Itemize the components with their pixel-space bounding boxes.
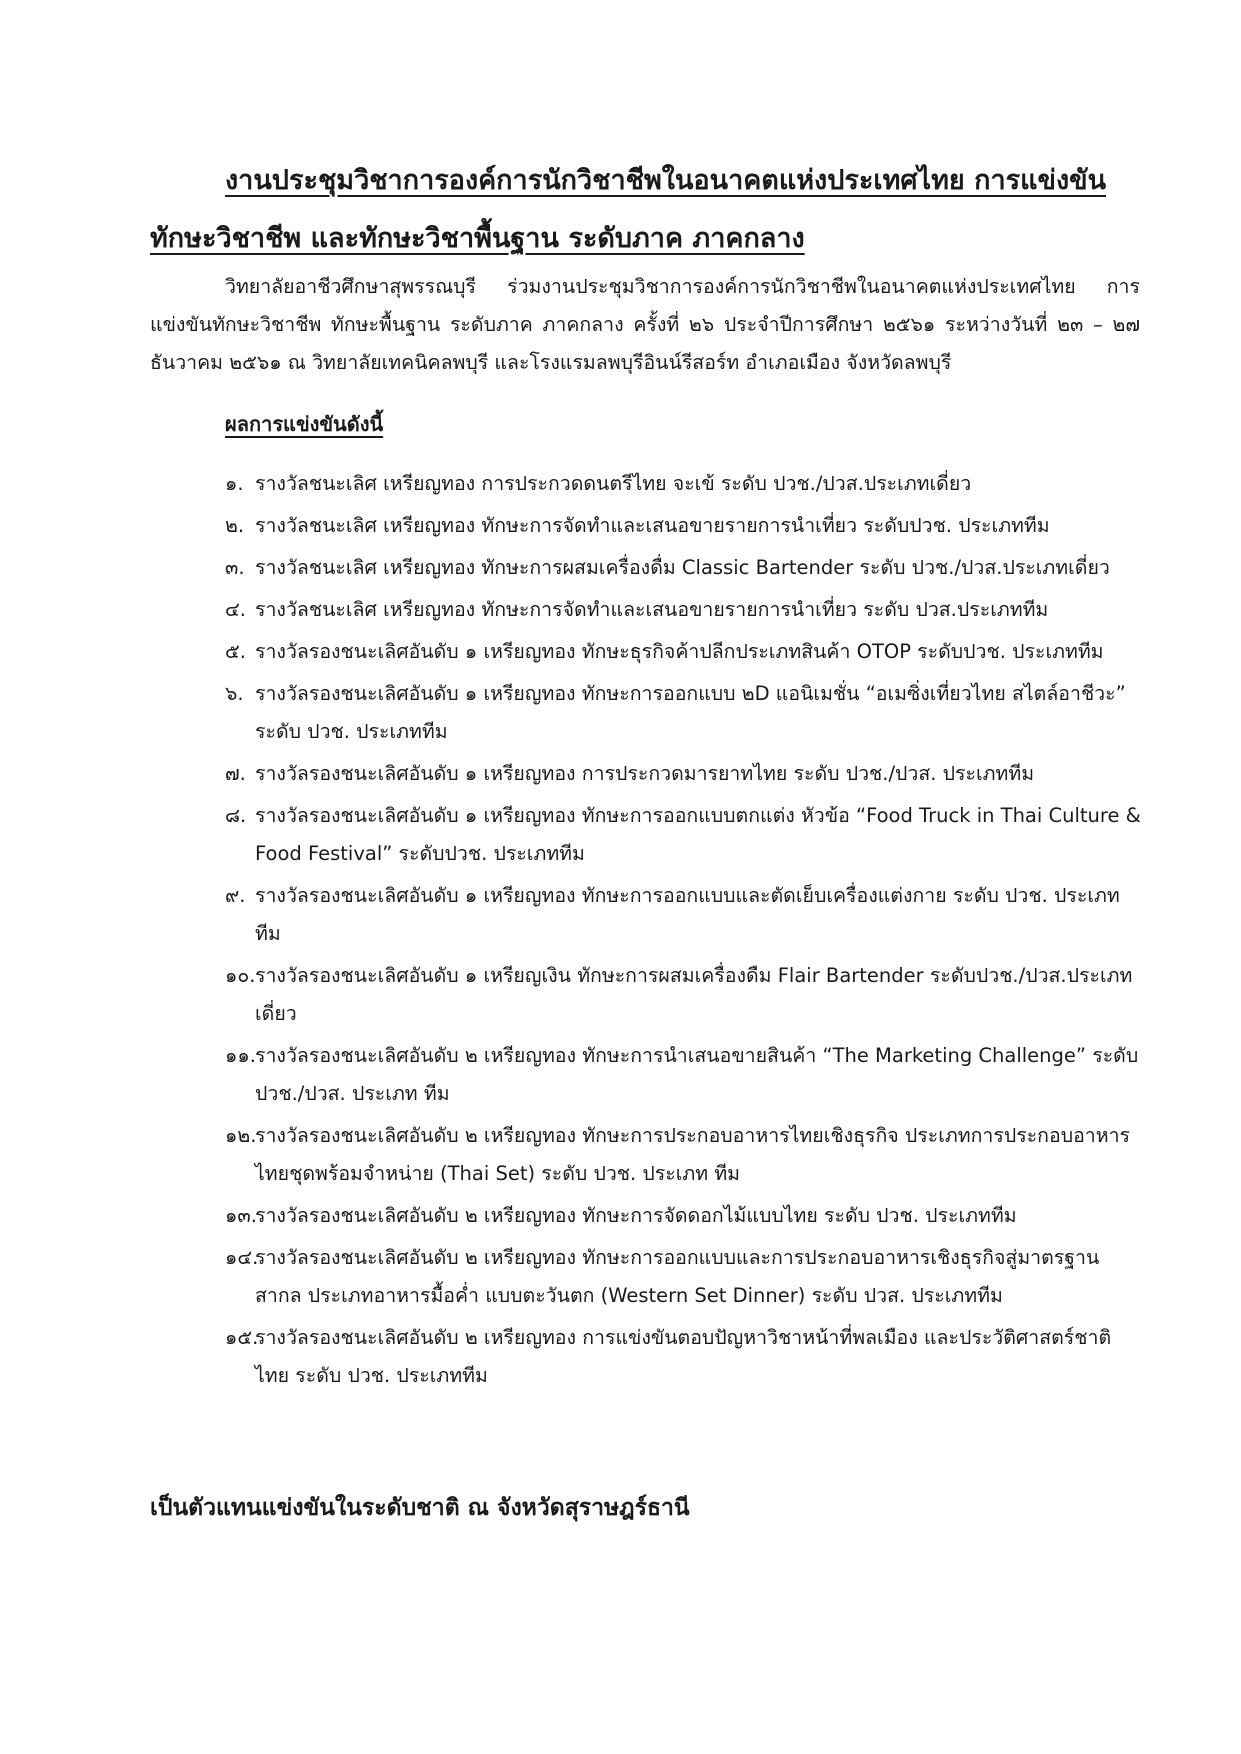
list-item-text: รางวัลรองชนะเลิศอันดับ ๒ เหรียญทอง ทักษะการออกแบบและการประกอบอาหารเชิงธุรกิจสู่มาตรฐานสากล ประเภทอาหารมื้อค่ำ แบบตะวันตก (Western Set Dinner) ระดับ ปวส. ประเภททีม: [255, 1246, 1100, 1307]
list-item-text: รางวัลรองชนะเลิศอันดับ ๑ เหรียญทอง ทักษะการออกแบบและตัดเย็บเครื่องแต่งกาย ระดับ ปวช. ประเภททีม: [255, 884, 1120, 945]
list-item-number: ๑๑.: [225, 1044, 256, 1067]
list-item-text: รางวัลรองชนะเลิศอันดับ ๑ เหรียญทอง ทักษะการออกแบบ ๒D แอนิเมชั่น “อเมซิ่งเที่ยวไทย สไตล์อาชีวะ” ระดับ ปวช. ประเภททีม: [255, 682, 1126, 743]
document-title: งานประชุมวิชาการองค์การนักวิชาชีพในอนาคตแห่งประเทศไทย การแข่งขันทักษะวิชาชีพ และทักษะวิชาพื้นฐาน ระดับภาค ภาคกลาง: [150, 165, 1107, 254]
list-item: [225, 957, 1145, 1033]
list-item: [225, 675, 1145, 751]
list-item-number: ๒.: [225, 514, 245, 537]
list-item-text: รางวัลรองชนะเลิศอันดับ ๒ เหรียญทอง ทักษะการจัดดอกไม้แบบไทย ระดับ ปวช. ประเภททีม: [255, 1204, 1017, 1227]
intro-paragraph: วิทยาลัยอาชีวศึกษาสุพรรณบุรี ร่วมงานประชุมวิชาการองค์การนักวิชาชีพในอนาคตแห่งประเทศไทย การแข่งขันทักษะวิชาชีพ ทักษะพื้นฐาน ระดับภาค ภาคกลาง ครั้งที่ ๒๖ ประจำปีการศึกษา ๒๕๖๑ ระหว่างวันที่ ๒๓ – ๒๗ ธันวาคม ๒๕๖๑ ณ วิทยาลัยเทคนิคลพบุรี และโรงแรมลพบุรีอินน์รีสอร์ท อำเภอเมือง จังหวัดลพบุรี: [150, 275, 1140, 374]
list-item: [225, 507, 1145, 545]
list-item: [225, 1037, 1145, 1113]
list-item-text: รางวัลรองชนะเลิศอันดับ ๑ เหรียญทอง การประกวดมารยาทไทย ระดับ ปวช./ปวส. ประเภททีม: [255, 762, 1035, 785]
list-item-number: ๕.: [225, 640, 246, 663]
list-item-number: ๘.: [225, 804, 247, 827]
list-item-number: ๑๐.: [225, 964, 256, 987]
list-item-text: รางวัลรองชนะเลิศอันดับ ๑ เหรียญทอง ทักษะการออกแบบตกแต่ง หัวข้อ “Food Truck in Thai Culture & Food Festival” ระดับปวช. ประเภททีม: [255, 804, 1141, 865]
list-item-text: รางวัลรองชนะเลิศอันดับ ๑ เหรียญทอง ทักษะธุรกิจค้าปลีกประเภทสินค้า OTOP ระดับปวช. ประเภททีม: [255, 640, 1104, 663]
list-item-text: รางวัลรองชนะเลิศอันดับ ๒ เหรียญทอง การแข่งขันตอบปัญหาวิชาหน้าที่พลเมือง และประวัติศาสตร์ชาติไทย ระดับ ปวช. ประเภททีม: [255, 1326, 1112, 1387]
list-item: [225, 1197, 1145, 1235]
list-item: [225, 797, 1145, 873]
list-item: [225, 877, 1145, 953]
list-item-number: ๑๓.: [225, 1204, 257, 1227]
list-item-number: ๑๕.: [225, 1326, 259, 1349]
list-item: [225, 633, 1145, 671]
list-item-text: รางวัลชนะเลิศ เหรียญทอง ทักษะการผสมเครื่องดื่ม Classic Bartender ระดับ ปวช./ปวส.ประเภทเดี่ยว: [255, 556, 1110, 579]
list-item: [225, 549, 1145, 587]
list-item: [225, 1117, 1145, 1193]
list-item-text: รางวัลชนะเลิศ เหรียญทอง ทักษะการจัดทำและเสนอขายรายการนำเที่ยว ระดับ ปวส.ประเภททีม: [255, 598, 1049, 621]
list-item: [225, 1319, 1145, 1395]
list-item-number: ๗.: [225, 762, 246, 785]
list-item-number: ๖.: [225, 682, 244, 705]
list-item-text: รางวัลรองชนะเลิศอันดับ ๑ เหรียญเงิน ทักษะการผสมเครื่องดืม Flair Bartender ระดับปวช./ปวส.ประเภทเดี่ยว: [255, 964, 1133, 1025]
list-item-number: ๓.: [225, 556, 245, 579]
list-item-number: ๑.: [225, 472, 244, 495]
list-item-number: ๑๒.: [225, 1124, 257, 1147]
awards-list: [225, 465, 1145, 1399]
list-item-text: รางวัลชนะเลิศ เหรียญทอง การประกวดดนตรีไทย จะเข้ ระดับ ปวช./ปวส.ประเภทเดี่ยว: [255, 472, 972, 495]
list-item: [225, 591, 1145, 629]
list-item-number: ๑๔.: [225, 1246, 259, 1269]
list-item-text: รางวัลชนะเลิศ เหรียญทอง ทักษะการจัดทำและเสนอขายรายการนำเที่ยว ระดับปวช. ประเภททีม: [255, 514, 1050, 537]
list-item-text: รางวัลรองชนะเลิศอันดับ ๒ เหรียญทอง ทักษะการนำเสนอขายสินค้า “The Marketing Challenge” ระดับ ปวช./ปวส. ประเภท ทีม: [255, 1044, 1139, 1105]
footer-note: เป็นตัวแทนแข่งขันในระดับชาติ ณ จังหวัดสุราษฎร์ธานี: [150, 1495, 690, 1521]
results-heading: ผลการแข่งขันดังนี้: [225, 412, 384, 436]
list-item: [225, 1239, 1145, 1315]
list-item-number: ๙.: [225, 884, 246, 907]
list-item: [225, 465, 1145, 503]
list-item: [225, 755, 1145, 793]
list-item-text: รางวัลรองชนะเลิศอันดับ ๒ เหรียญทอง ทักษะการประกอบอาหารไทยเชิงธุรกิจ ประเภทการประกอบอาหารไทยชุดพร้อมจำหน่าย (Thai Set) ระดับ ปวช. ประเภท ทีม: [255, 1124, 1131, 1185]
list-item-number: ๔.: [225, 598, 246, 621]
